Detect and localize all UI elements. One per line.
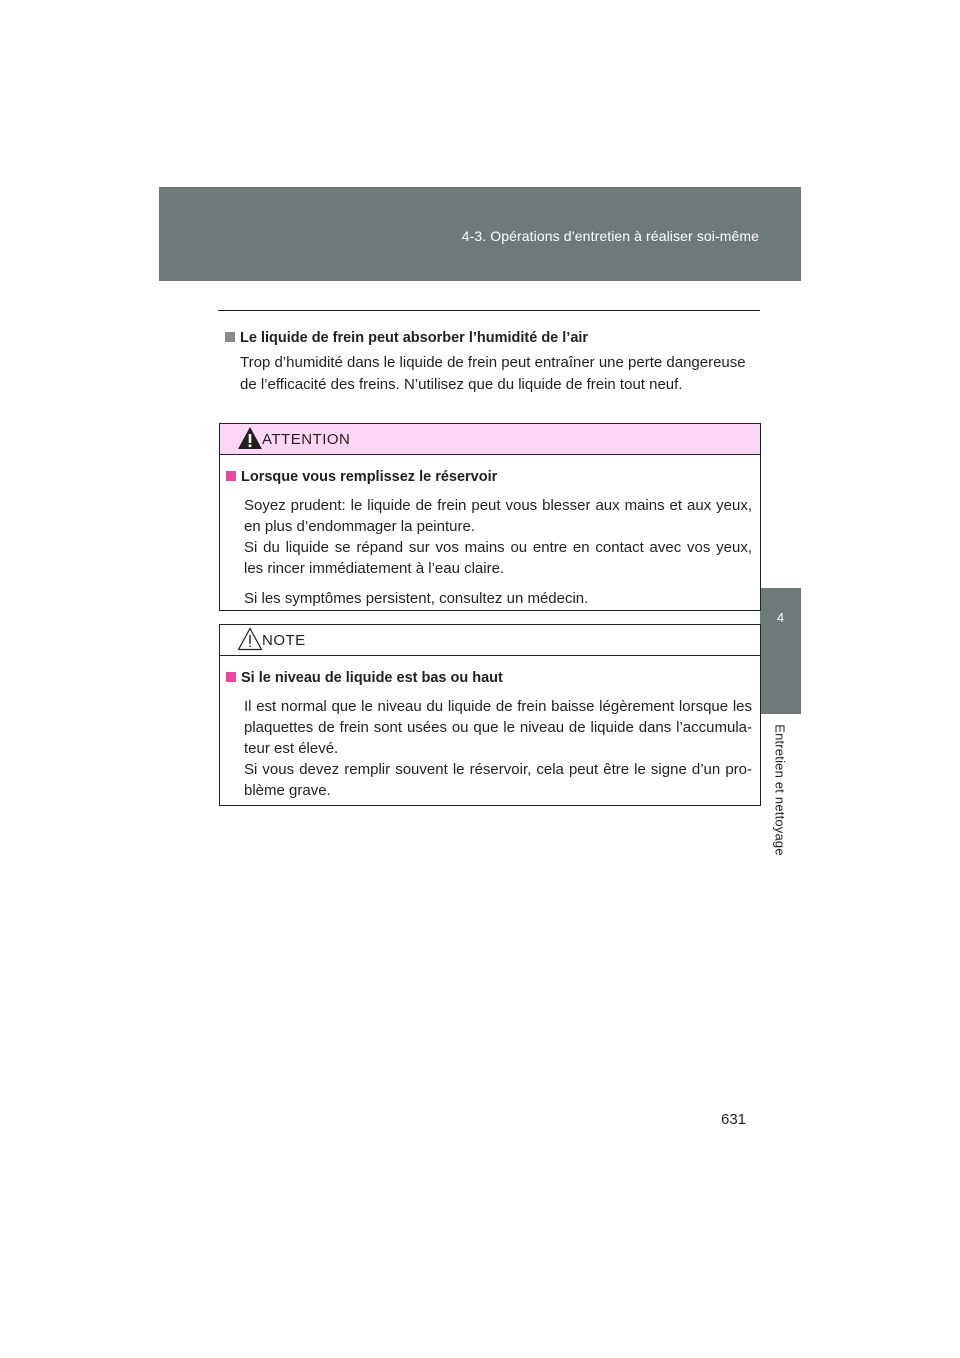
square-bullet-icon	[225, 332, 235, 342]
attention-box	[219, 423, 761, 611]
chapter-header-band	[159, 187, 801, 281]
caution-triangle-outline-icon	[237, 627, 263, 651]
attention-title: Lorsque vous remplissez le réservoir	[241, 469, 498, 485]
note-heading	[226, 668, 752, 688]
warning-triangle-icon	[237, 426, 263, 450]
intro-heading	[225, 330, 760, 346]
intro-body: Trop d’humidité dans le liquide de frein peut entraîner une perte dangereuse de l’efficacité des freins. N’utilisez que du liquide de frein tout neuf.	[240, 354, 746, 393]
attention-content	[220, 455, 760, 623]
section-title: 4-3. Opérations d’entretien à réaliser soi-même	[461, 228, 759, 244]
square-bullet-icon	[226, 471, 236, 481]
note-title: Si le niveau de liquide est bas ou haut	[241, 670, 503, 686]
attention-paragraph: Si du liquide se répand sur vos mains ou entre en contact avec vos yeux, les rincer immédiatement à l’eau claire.	[244, 539, 752, 577]
note-label: NOTE	[262, 632, 306, 649]
note-paragraph: Si vous devez remplir souvent le réservoir, cela peut être le signe d’un pro- blème grave.	[244, 761, 752, 799]
section-divider	[218, 310, 760, 311]
chapter-number: 4	[776, 610, 785, 625]
chapter-title-vertical: Entretien et nettoyage	[772, 724, 788, 856]
attention-paragraph: Soyez prudent: le liquide de frein peut vous blesser aux mains et aux yeux, en plus d’endommager la peinture.	[244, 497, 752, 535]
note-content	[220, 656, 760, 815]
attention-body	[244, 495, 752, 609]
note-box	[219, 624, 761, 806]
attention-heading	[226, 467, 752, 487]
intro-title: Le liquide de frein peut absorber l’humidité de l’air	[240, 330, 589, 346]
note-body	[244, 696, 752, 801]
intro-section	[225, 330, 760, 396]
attention-header	[220, 424, 760, 455]
note-header	[220, 625, 760, 656]
attention-label: ATTENTION	[262, 431, 351, 448]
chapter-tab	[760, 588, 801, 714]
page-number: 631	[721, 1111, 747, 1128]
square-bullet-icon	[226, 672, 236, 682]
attention-paragraph: Si les symptômes persistent, consultez un médecin.	[244, 590, 589, 607]
note-paragraph: Il est normal que le niveau du liquide de frein baisse légèrement lorsque les plaquettes de frein sont usées ou que le niveau de liquide dans l’accumula- teur est élevé.	[244, 698, 752, 757]
